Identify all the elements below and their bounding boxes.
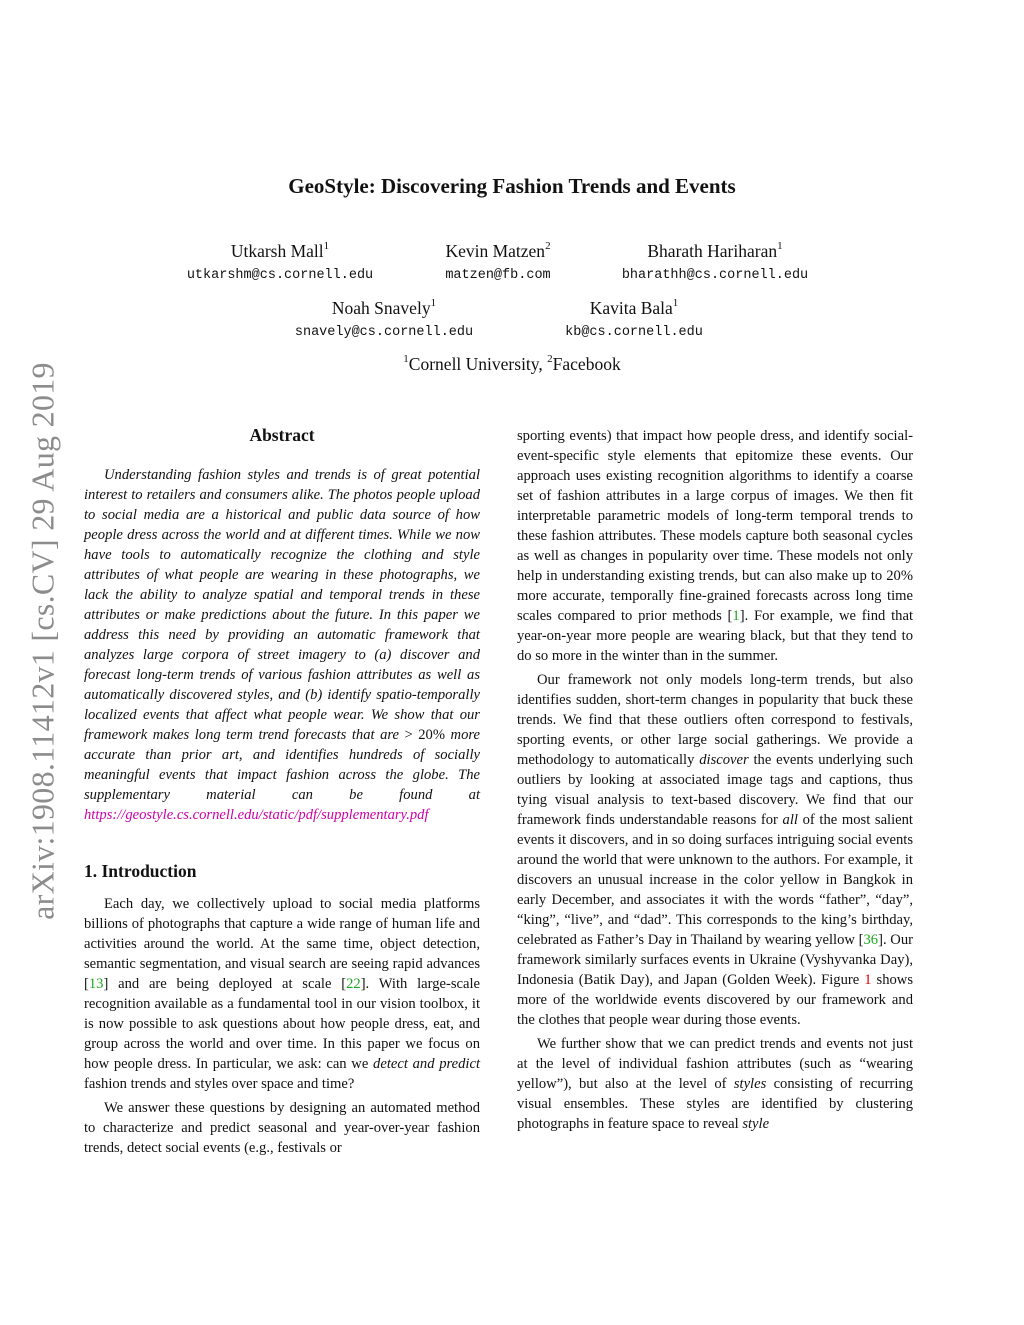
author-affiliation-mark: 1	[672, 297, 679, 310]
author-affiliation-mark: 1	[430, 297, 437, 310]
arxiv-sidebar	[18, 346, 68, 936]
body-paragraph: sporting events) that impact how people dress, and identify social-event-specific style elements that epitomize these events. Our approach uses existing recognition algorithms to identify a coarse set of fashion attributes in a large corpus of images. We then fit interpretable parametric models of long-term temporal trends to these fashion attributes. These models capture both seasonal cycles as well as changes in popularity over time. These models not only help in understanding existing trends, but can also make up to 20% more accurate, temporally fine-grained forecasts across long time scales compared to prior methods [1]. For example, we find that year-on-year more people are wearing black, but that they tend to do so more in the winter than in the summer.	[517, 428, 913, 664]
citation-link[interactable]: 36	[863, 932, 879, 948]
right-column	[517, 426, 913, 1134]
figure-reference-link[interactable]: 1	[864, 972, 872, 988]
author-block	[428, 240, 568, 285]
supplementary-link[interactable]: https://geostyle.cs.cornell.edu/static/pdf/supplementary.pdf	[84, 807, 429, 823]
author-block	[278, 297, 490, 342]
author-email: utkarshm@cs.cornell.edu	[186, 268, 374, 283]
intro-paragraph: Each day, we collectively upload to social media platforms billions of photographs that capture a wide range of human life and activities around the world. At the same time, object detection, semantic segmentation, and visual search are seeing rapid advances [13] and are being deployed at scale [22]. With large-scale recognition available as a fundamental tool in our vision toolbox, it is now possible to ask questions about how people dress, eat, and group across the world and over time. In this paper we focus on how people dress. In particular, we ask: can we detect and predict fashion trends and styles over space and time?	[84, 896, 481, 1092]
author-block	[604, 240, 826, 285]
author-affiliation-mark: 2	[545, 240, 551, 253]
body-paragraph: Our framework not only models long-term trends, but also identifies sudden, short-term changes in popularity that buck these trends. We find that these outliers often correspond to festivals, sporting events, or other large social gatherings. We provide a methodology to automatically discover the events underlying such outliers by looking at associated image tags and captions, thus tying visual analysis to text-based discovery. We find that our framework finds understandable reasons for all of the most salient events it discovers, and in so doing surfaces intriguing social events around the world that were unknown to the authors. For example, it discovers an unusual increase in the color yellow in Bangkok in early December, and associates it with the words “father”, “day”, “king”, “live”, and “dad”. This corresponds to the king’s birthday, celebrated as Father’s Day in Thailand by wearing yellow [36]. Our framework similarly surfaces events in Ukraine (Vyshyvanka Day), Indonesia (Batik Day), and Japan (Golden Week). Figure 1 shows more of the worldwide events discovered by our framework and the clothes that people wear during those events.	[517, 672, 914, 1028]
intro-paragraph: We answer these questions by designing an automated method to characterize and predict seasonal and year-over-year fashion trends, detect social events (e.g., festivals or	[84, 1100, 480, 1156]
author-name: Kevin Matzen	[445, 241, 546, 261]
author-name: Bharath Hariharan	[647, 241, 778, 261]
section-heading-introduction: 1. Introduction	[84, 861, 197, 881]
citation-link[interactable]: 22	[346, 976, 361, 992]
paper-title: GeoStyle: Discovering Fashion Trends and Events	[288, 174, 736, 198]
left-column	[84, 424, 480, 1158]
author-affiliation-mark: 1	[323, 240, 330, 253]
author-name: Utkarsh Mall	[230, 241, 324, 261]
abstract-heading: Abstract	[249, 425, 315, 445]
author-email: snavely@cs.cornell.edu	[294, 325, 474, 340]
author-name: Kavita Bala	[589, 298, 673, 318]
body-paragraph: We further show that we can predict trends and events not just at the level of individual fashion attributes (such as “wearing yellow”), but also at the level of styles consisting of recurring visual ensembles. These styles are identified by clustering photographs in feature space to reveal style	[517, 1036, 914, 1132]
author-block	[552, 297, 716, 342]
arxiv-identifier: arXiv:1908.11412v1 [cs.CV] 29 Aug 2019	[24, 362, 61, 920]
citation-link[interactable]: 13	[88, 976, 104, 992]
author-email: bharathh@cs.cornell.edu	[621, 268, 809, 283]
author-name: Noah Snavely	[331, 298, 431, 318]
citation-link[interactable]: 1	[732, 608, 740, 624]
author-email: kb@cs.cornell.edu	[565, 325, 703, 340]
affiliations: $^1$Cornell University, $^2$Facebook	[403, 353, 621, 374]
author-affiliation-mark: 1	[777, 240, 783, 253]
author-email: matzen@fb.com	[445, 268, 551, 283]
author-block	[172, 240, 388, 285]
abstract-body: Understanding fashion styles and trends is of great potential interest to retailers and consumers alike. The photos people upload to social media are a historical and public data source of how people dress across the world and at different times. While we now have tools to automatically recognize the clothing and style attributes of what people are wearing in these photographs, we lack the ability to analyze spatial and temporal trends in these attributes or make predictions about the future. In this paper we address this need by providing an automatic framework that analyzes large corpora of street imagery to (a) discover and forecast long-term trends of various fashion attributes as well as automatically discovered styles, and (b) identify spatio-temporally localized events that affect what people wear. We show that our framework makes long term trend forecasts that are > 20% more accurate than prior art, and identifies hundreds of socially meaningful events that impact fashion across the globe. The supplementary material can be found at https://geostyle.cs.cornell.edu/static/pdf/supplementary.pdf	[84, 467, 480, 823]
